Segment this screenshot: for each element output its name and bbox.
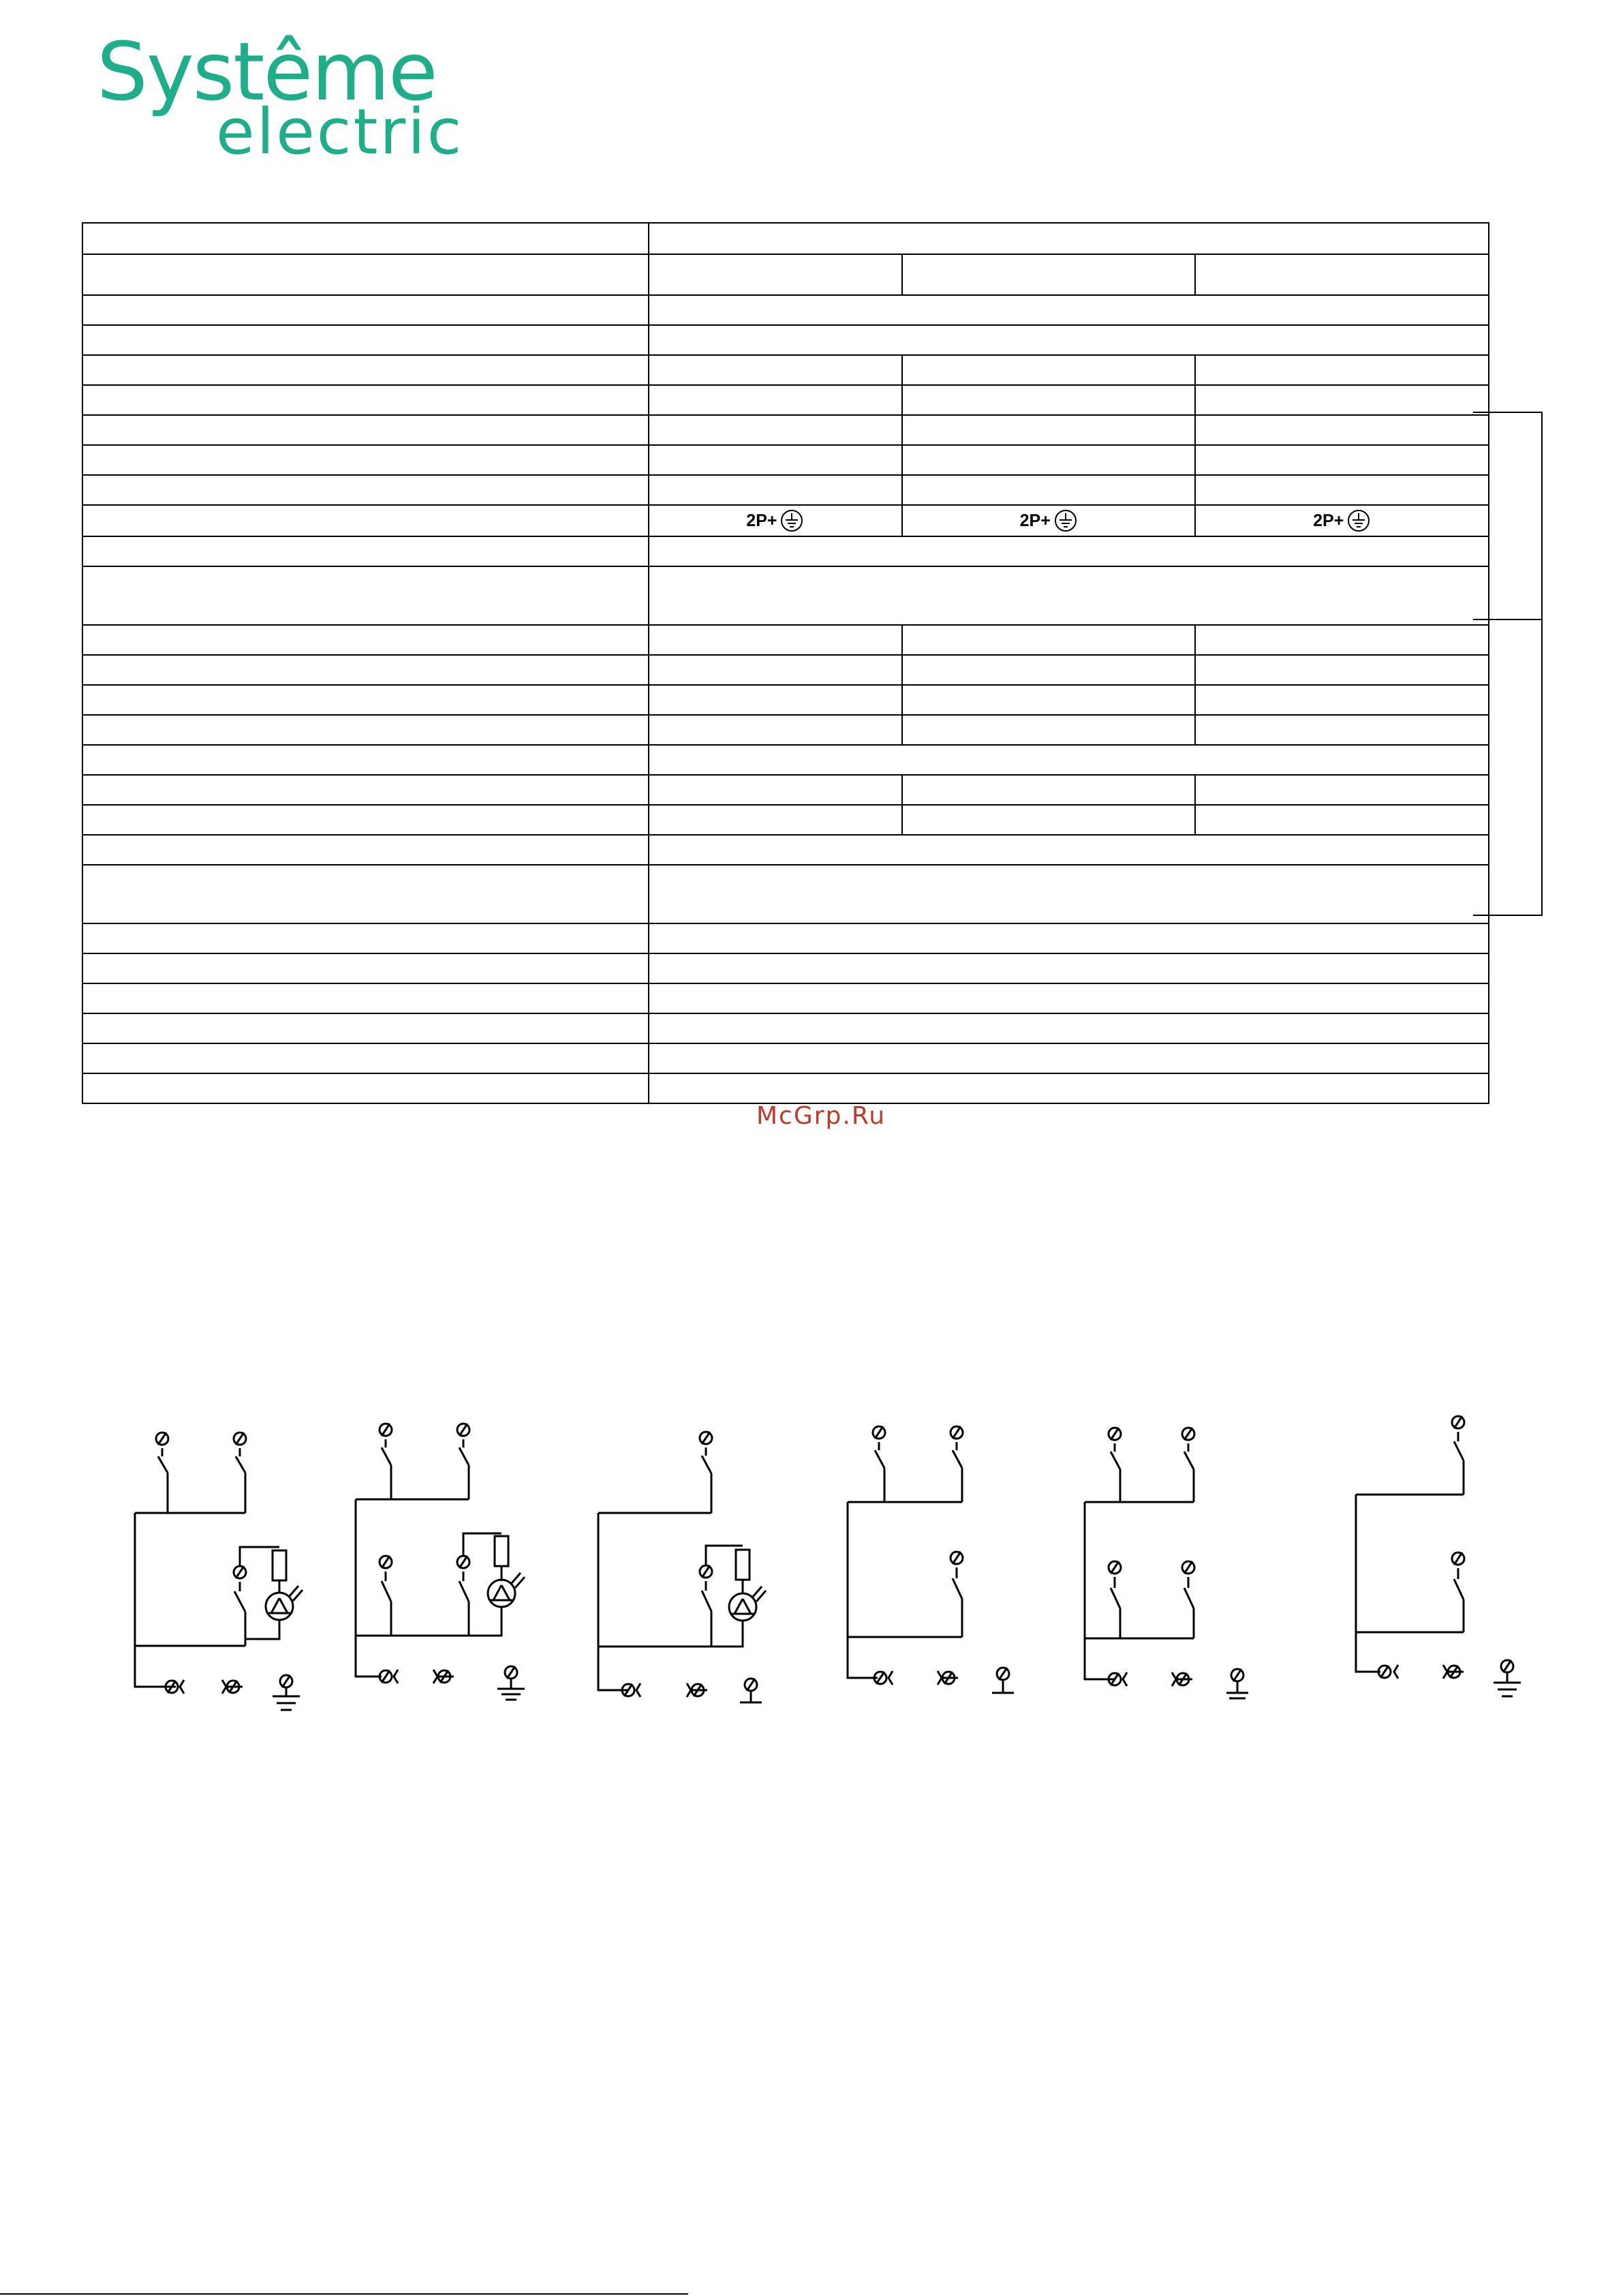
table-row (82, 445, 1489, 475)
table-row (82, 835, 1489, 865)
table-row (82, 415, 1489, 445)
table-row (82, 775, 1489, 805)
table-row (82, 325, 1489, 355)
table-row (82, 295, 1489, 325)
table-row (82, 745, 1489, 775)
pole-config-row (82, 505, 1489, 536)
brand-logo (97, 25, 478, 168)
table-row (82, 536, 1489, 566)
footer-rule (0, 2293, 688, 2295)
table-row (82, 953, 1489, 983)
table-row (82, 983, 1489, 1013)
table-row (82, 625, 1489, 655)
wiring-diagram-5 (1077, 1413, 1281, 1727)
table-row (82, 223, 1489, 254)
table-row (82, 715, 1489, 745)
wiring-diagram-4 (839, 1412, 1044, 1726)
table-row (82, 655, 1489, 685)
table-row (82, 355, 1489, 385)
table-row (82, 385, 1489, 415)
table-row (82, 865, 1489, 923)
table-row (82, 475, 1489, 505)
earth-ground-icon (779, 508, 804, 533)
wiring-diagram-3 (587, 1418, 792, 1731)
wiring-diagram-2 (347, 1411, 552, 1724)
wiring-diagram-1 (123, 1414, 327, 1728)
group-bracket-upper (1473, 412, 1543, 620)
watermark: McGrp.Ru (756, 1102, 886, 1130)
group-bracket-lower (1473, 619, 1543, 916)
table-row (82, 1073, 1489, 1103)
pole-config: 2P+ (746, 508, 804, 533)
table-row (82, 805, 1489, 835)
spec-table (82, 222, 1489, 1104)
brand-tagline: electric (216, 95, 464, 168)
table-row (82, 923, 1489, 953)
wiring-diagram-6 (1349, 1407, 1554, 1721)
brand-name: Systême (97, 25, 437, 119)
table-row (82, 254, 1489, 295)
pole-config: 2P+ (1313, 508, 1371, 533)
table-row (82, 566, 1489, 625)
pole-config: 2P+ (1020, 508, 1078, 533)
table-row (82, 685, 1489, 715)
earth-ground-icon (1053, 508, 1078, 533)
table-row (82, 1043, 1489, 1073)
table-row (82, 1013, 1489, 1043)
earth-ground-icon (1346, 508, 1371, 533)
